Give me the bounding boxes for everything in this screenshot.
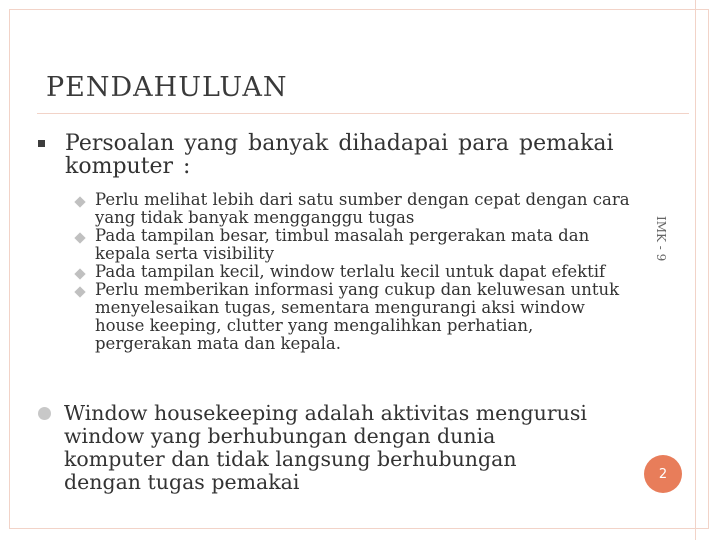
right-divider (695, 0, 696, 540)
side-label: IMK - 9 (654, 216, 668, 262)
diamond-bullet-icon (74, 232, 85, 243)
sub-bullet-text: Pada tampilan kecil, window terlalu kecil untuk dapat efektif (95, 262, 606, 281)
sub-bullet-item (74, 263, 634, 281)
sub-bullet-item (74, 281, 634, 353)
page-number-badge (644, 455, 682, 493)
sub-bullet-item (74, 227, 634, 263)
bullet-point-1 (38, 132, 628, 178)
title-divider (37, 113, 689, 114)
square-bullet-icon (38, 140, 45, 147)
sub-bullet-text: Pada tampilan besar, timbul masalah pergerakan mata dan kepala serta visibility (95, 226, 590, 263)
sub-bullet-text: Perlu melihat lebih dari satu sumber dengan cepat dengan cara yang tidak banyak mengganggu tugas (95, 190, 630, 227)
sub-bullet-text: Perlu memberikan informasi yang cukup dan keluwesan untuk menyelesaikan tugas, sementara mengurangi aksi window house keeping, clutter yang mengalihkan perhatian, pergerakan mata dan kepala. (95, 280, 620, 353)
slide-title: PENDAHULUAN (46, 72, 288, 103)
bullet-point-2-text: Window housekeeping adalah aktivitas mengurusi window yang berhubungan dengan dunia komputer dan tidak langsung berhubungan dengan tugas pemakai (64, 401, 587, 494)
diamond-bullet-icon (74, 268, 85, 279)
diamond-bullet-icon (74, 286, 85, 297)
sub-bullet-list (74, 191, 634, 353)
page-number: 2 (658, 466, 668, 482)
diamond-bullet-icon (74, 196, 85, 207)
sub-bullet-item (74, 191, 634, 227)
bullet-point-1-text: Persoalan yang banyak dihadapai para pemakai komputer : (65, 131, 614, 179)
circle-bullet-icon (38, 407, 51, 420)
bullet-point-2 (38, 402, 598, 494)
